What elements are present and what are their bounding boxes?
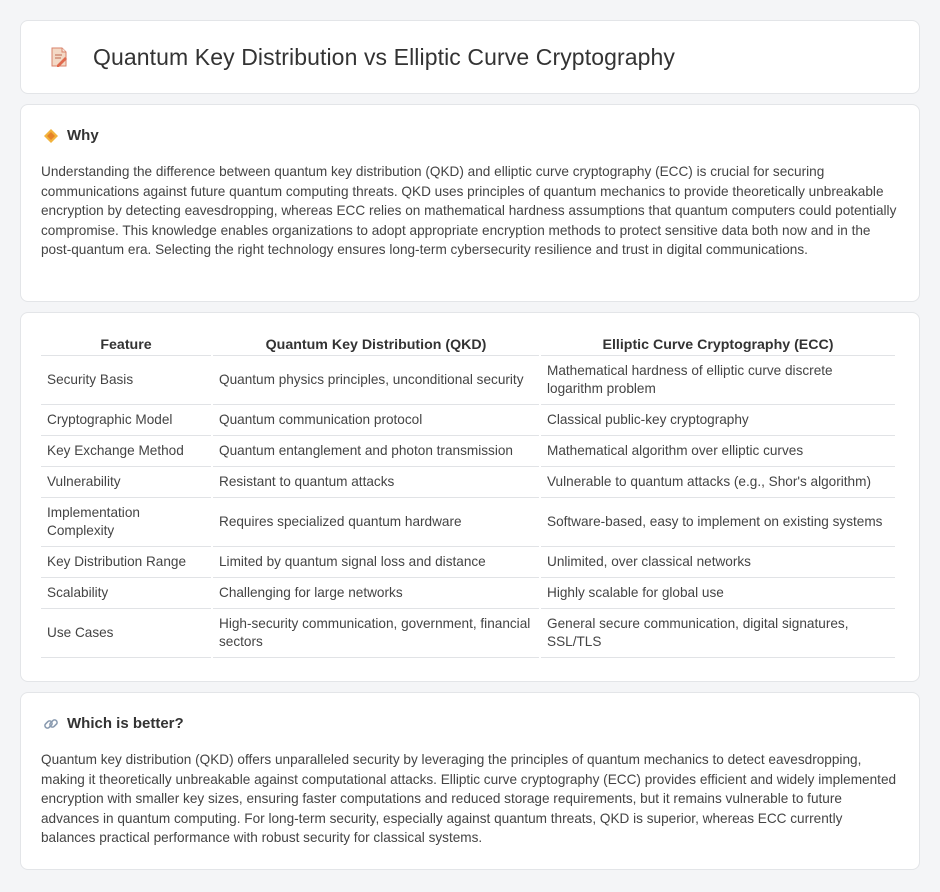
comparison-table-card bbox=[20, 312, 920, 682]
table-row bbox=[41, 405, 895, 436]
table-cell-ecc: Highly scalable for global use bbox=[541, 578, 895, 609]
table-cell-ecc: Vulnerable to quantum attacks (e.g., Shor's algorithm) bbox=[541, 467, 895, 498]
table-row bbox=[41, 356, 895, 405]
table-cell-qkd: Limited by quantum signal loss and distance bbox=[213, 547, 539, 578]
table-header-ecc: Elliptic Curve Cryptography (ECC) bbox=[541, 331, 895, 356]
table-cell-ecc: Unlimited, over classical networks bbox=[541, 547, 895, 578]
table-cell-feature: Key Distribution Range bbox=[41, 547, 211, 578]
table-cell-ecc: Mathematical algorithm over elliptic curves bbox=[541, 436, 895, 467]
better-title: Which is better? bbox=[67, 715, 184, 732]
table-cell-qkd: Resistant to quantum attacks bbox=[213, 467, 539, 498]
table-row bbox=[41, 578, 895, 609]
table-cell-feature: Use Cases bbox=[41, 609, 211, 658]
table-cell-feature: Cryptographic Model bbox=[41, 405, 211, 436]
table-cell-feature: Vulnerability bbox=[41, 467, 211, 498]
document-edit-icon bbox=[47, 45, 71, 69]
table-row bbox=[41, 498, 895, 547]
better-text: Quantum key distribution (QKD) offers unparalleled security by leveraging the principles of quantum mechanics to detect eavesdropping, making it theoretically unbreakable against computational attacks. Elliptic curve cryptography (ECC) provides efficient and widely implemented encryption with smaller key sizes, ensuring faster computations and reduced storage requirements, but it remains vulnerable to future advances in quantum computing. For long-term security, especially against quantum threats, QKD is superior, whereas ECC currently balances practical performance with robust security for classical systems. bbox=[41, 752, 897, 846]
table-cell-feature: Implementation Complexity bbox=[41, 498, 211, 547]
table-cell-qkd: Quantum physics principles, unconditional security bbox=[213, 356, 539, 405]
better-heading bbox=[41, 715, 899, 732]
table-header-qkd: Quantum Key Distribution (QKD) bbox=[213, 331, 539, 356]
table-row bbox=[41, 609, 895, 658]
table-row bbox=[41, 467, 895, 498]
which-is-better-section bbox=[20, 692, 920, 870]
table-row bbox=[41, 547, 895, 578]
table-cell-qkd: Requires specialized quantum hardware bbox=[213, 498, 539, 547]
table-cell-ecc: Mathematical hardness of elliptic curve discrete logarithm problem bbox=[541, 356, 895, 405]
table-header-row bbox=[41, 331, 895, 356]
table-cell-ecc: Software-based, easy to implement on existing systems bbox=[541, 498, 895, 547]
why-heading bbox=[41, 127, 899, 144]
table-cell-qkd: Quantum entanglement and photon transmission bbox=[213, 436, 539, 467]
table-cell-qkd: Quantum communication protocol bbox=[213, 405, 539, 436]
table-header-feature: Feature bbox=[41, 331, 211, 356]
table-cell-ecc: Classical public-key cryptography bbox=[541, 405, 895, 436]
table-cell-ecc: General secure communication, digital signatures, SSL/TLS bbox=[541, 609, 895, 658]
why-section bbox=[20, 104, 920, 302]
table-cell-feature: Key Exchange Method bbox=[41, 436, 211, 467]
table-row bbox=[41, 436, 895, 467]
why-title: Why bbox=[67, 127, 99, 144]
header-card bbox=[20, 20, 920, 94]
why-text: Understanding the difference between quantum key distribution (QKD) and elliptic curve cryptography (ECC) is crucial for securing communications against future quantum computing threats. QKD uses principles of quantum mechanics to provide theoretically unbreakable encryption by detecting eavesdropping, whereas ECC relies on mathematical hardness assumptions that quantum computers could potentially compromise. This knowledge enables organizations to adopt appropriate encryption methods to protect sensitive data both now and in the post-quantum era. Selecting the right technology ensures long-term cybersecurity resilience and trust in digital communications. bbox=[41, 164, 897, 258]
link-icon bbox=[43, 716, 59, 732]
diamond-icon bbox=[43, 128, 59, 144]
table-cell-qkd: Challenging for large networks bbox=[213, 578, 539, 609]
table-cell-feature: Security Basis bbox=[41, 356, 211, 405]
page-title: Quantum Key Distribution vs Elliptic Curve Cryptography bbox=[93, 43, 676, 70]
table-cell-feature: Scalability bbox=[41, 578, 211, 609]
comparison-table bbox=[39, 331, 897, 658]
table-cell-qkd: High-security communication, government, financial sectors bbox=[213, 609, 539, 658]
